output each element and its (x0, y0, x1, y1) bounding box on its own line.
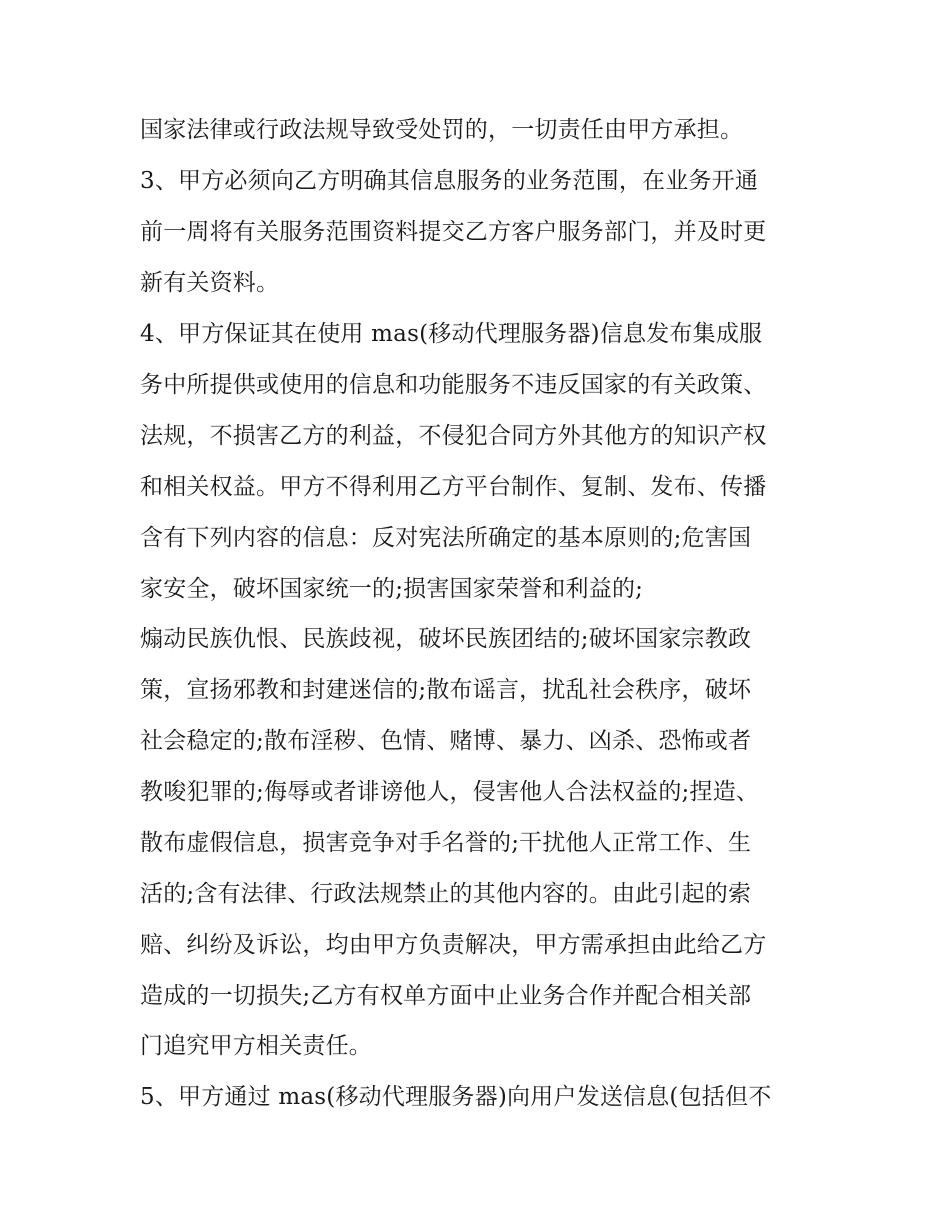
text-line-20: 5、甲方通过 mas(移动代理服务器)向用户发送信息(包括但不 (140, 1084, 772, 1110)
text-line-4: 新有关资料。 (140, 270, 280, 296)
text-line-1: 国家法律或行政法规导致受处罚的，一切责任由甲方承担。 (140, 117, 744, 143)
text-line-6: 务中所提供或使用的信息和功能服务不违反国家的有关政策、 (140, 372, 767, 398)
text-line-17: 赔、纠纷及诉讼，均由甲方负责解决，甲方需承担由此给乙方 (140, 932, 767, 958)
text-line-13: 社会稳定的;散布淫秽、色情、赌博、暴力、凶杀、恐怖或者 (140, 728, 752, 754)
text-line-16: 活的;含有法律、行政法规禁止的其他内容的。由此引起的索 (140, 881, 752, 907)
text-line-9: 含有下列内容的信息：反对宪法所确定的基本原则的;危害国 (140, 525, 752, 551)
text-line-15: 散布虚假信息，损害竞争对手名誉的;干扰他人正常工作、生 (140, 830, 752, 856)
text-line-19: 门追究甲方相关责任。 (140, 1033, 372, 1059)
text-line-18: 造成的一切损失;乙方有权单方面中止业务合作并配合相关部 (140, 983, 752, 1009)
text-line-10: 家安全，破坏国家统一的;损害国家荣誉和利益的; (140, 576, 644, 602)
text-line-8: 和相关权益。甲方不得利用乙方平台制作、复制、发布、传播 (140, 474, 767, 500)
text-line-11: 煽动民族仇恨、民族歧视，破坏民族团结的;破坏国家宗教政 (140, 626, 752, 652)
text-line-5: 4、甲方保证其在使用 mas(移动代理服务器)信息发布集成服 (140, 321, 763, 347)
text-line-7: 法规，不损害乙方的利益，不侵犯合同方外其他方的知识产权 (140, 423, 767, 449)
text-line-3: 前一周将有关服务范围资料提交乙方客户服务部门，并及时更 (140, 219, 767, 245)
text-line-2: 3、甲方必须向乙方明确其信息服务的业务范围，在业务开通 (140, 168, 759, 194)
text-line-14: 教唆犯罪的;侮辱或者诽谤他人，侵害他人合法权益的;捏造、 (140, 779, 760, 805)
text-line-12: 策，宣扬邪教和封建迷信的;散布谣言，扰乱社会秩序，破坏 (140, 677, 752, 703)
